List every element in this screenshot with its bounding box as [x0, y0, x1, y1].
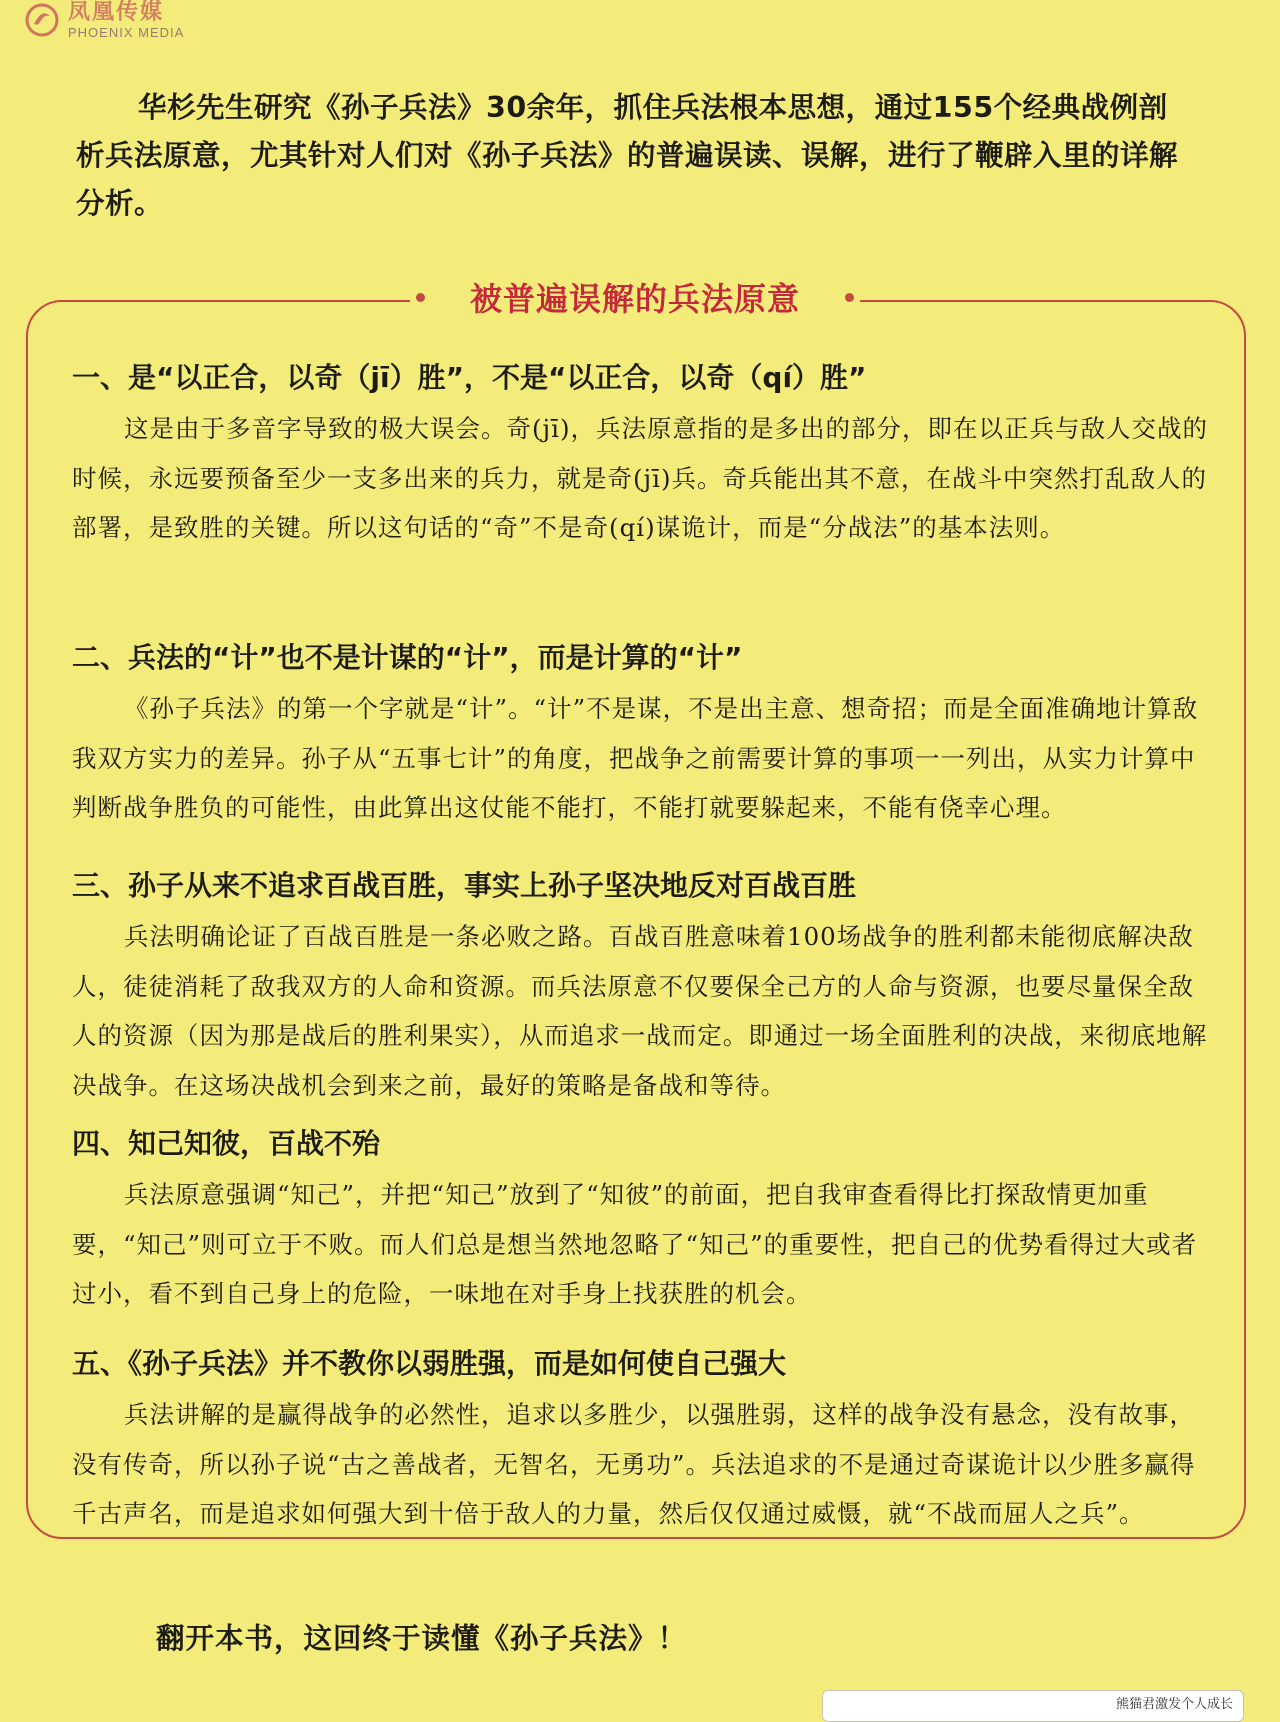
footer-tagline: 翻开本书，这回终于读懂《孙子兵法》！: [156, 1622, 688, 1655]
watermark-tag: [822, 1690, 1244, 1722]
watermark-text: 熊猫君激发个人成长: [1115, 1697, 1233, 1712]
section-heading: 四、知己知彼，百战不殆: [72, 1127, 381, 1160]
logo-english-text: PHOENIX MEDIA: [68, 24, 185, 40]
section-3: [72, 864, 1212, 1110]
right-dot-icon: [845, 293, 854, 302]
section-heading: 二、兵法的“计”也不是计谋的“计”，而是计算的“计”: [72, 641, 743, 674]
section-body: 这是由于多音字导致的极大误会。奇(jī)，兵法原意指的是多出的部分，即在以正兵与敌人交战的时候，永远要预备至少一支多出来的兵力，就是奇(jī)兵。奇兵能出其不意，在战斗中突然打乱敌人的部署，是致胜的关键。所以这句话的“奇”不是奇(qí)谋诡计，而是“分战法”的基本法则。: [72, 414, 1209, 542]
section-heading: 三、孙子从来不追求百战百胜，事实上孙子坚决地反对百战百胜: [72, 869, 857, 902]
section-heading: 一、是“以正合，以奇（jī）胜”，不是“以正合，以奇（qí）胜”: [72, 361, 867, 394]
logo-chinese-text: 凤凰传媒: [68, 0, 165, 25]
section-body: 兵法明确论证了百战百胜是一条必败之路。百战百胜意味着100场战争的胜利都未能彻底解决敌人，徒徒消耗了敌我双方的人命和资源。而兵法原意不仅要保全己方的人命与资源，也要尽量保全敌人的资源（因为那是战后的胜利果实），从而追求一战而定。即通过一场全面胜利的决战，来彻底地解决战争。在这场决战机会到来之前，最好的策略是备战和等待。: [72, 922, 1208, 1100]
frame-title-bar: [410, 272, 860, 322]
intro-paragraph: 华杉先生研究《孙子兵法》30余年，抓住兵法根本思想，通过155个经典战例剖析兵法原意，尤其针对人们对《孙子兵法》的普遍误读、误解，进行了鞭辟入里的详解分析。: [76, 91, 1179, 220]
phoenix-logo-icon: [24, 2, 60, 38]
section-body: 兵法讲解的是赢得战争的必然性，追求以多胜少，以强胜弱，这样的战争没有悬念，没有故事，没有传奇，所以孙子说“古之善战者，无智名，无勇功”。兵法追求的不是通过奇谋诡计以少胜多赢得千古声名，而是追求如何强大到十倍于敌人的力量，然后仅仅通过威慑，就“不战而屈人之兵”。: [72, 1400, 1196, 1528]
publisher-logo: [24, 0, 184, 40]
section-1: [72, 356, 1212, 553]
section-5: [72, 1342, 1212, 1539]
section-body: 《孙子兵法》的第一个字就是“计”。“计”不是谋，不是出主意、想奇招；而是全面准确地计算敌我双方实力的差异。孙子从“五事七计”的角度，把战争之前需要计算的事项一一列出，从实力计算中判断战争胜负的可能性，由此算出这仗能不能打，不能打就要躲起来，不能有侥幸心理。: [72, 694, 1199, 822]
section-2: [72, 636, 1212, 833]
frame-title: 被普遍误解的兵法原意: [469, 280, 800, 318]
left-dot-icon: [416, 293, 425, 302]
section-heading: 五、《孙子兵法》并不教你以弱胜强，而是如何使自己强大: [72, 1347, 787, 1380]
section-body: 兵法原意强调“知己”，并把“知己”放到了“知彼”的前面，把自我审查看得比打探敌情更加重要，“知己”则可立于不败。而人们总是想当然地忽略了“知己”的重要性，把自己的优势看得过大或者过小，看不到自己身上的危险，一味地在对手身上找获胜的机会。: [72, 1180, 1198, 1308]
section-4: [72, 1122, 1212, 1319]
